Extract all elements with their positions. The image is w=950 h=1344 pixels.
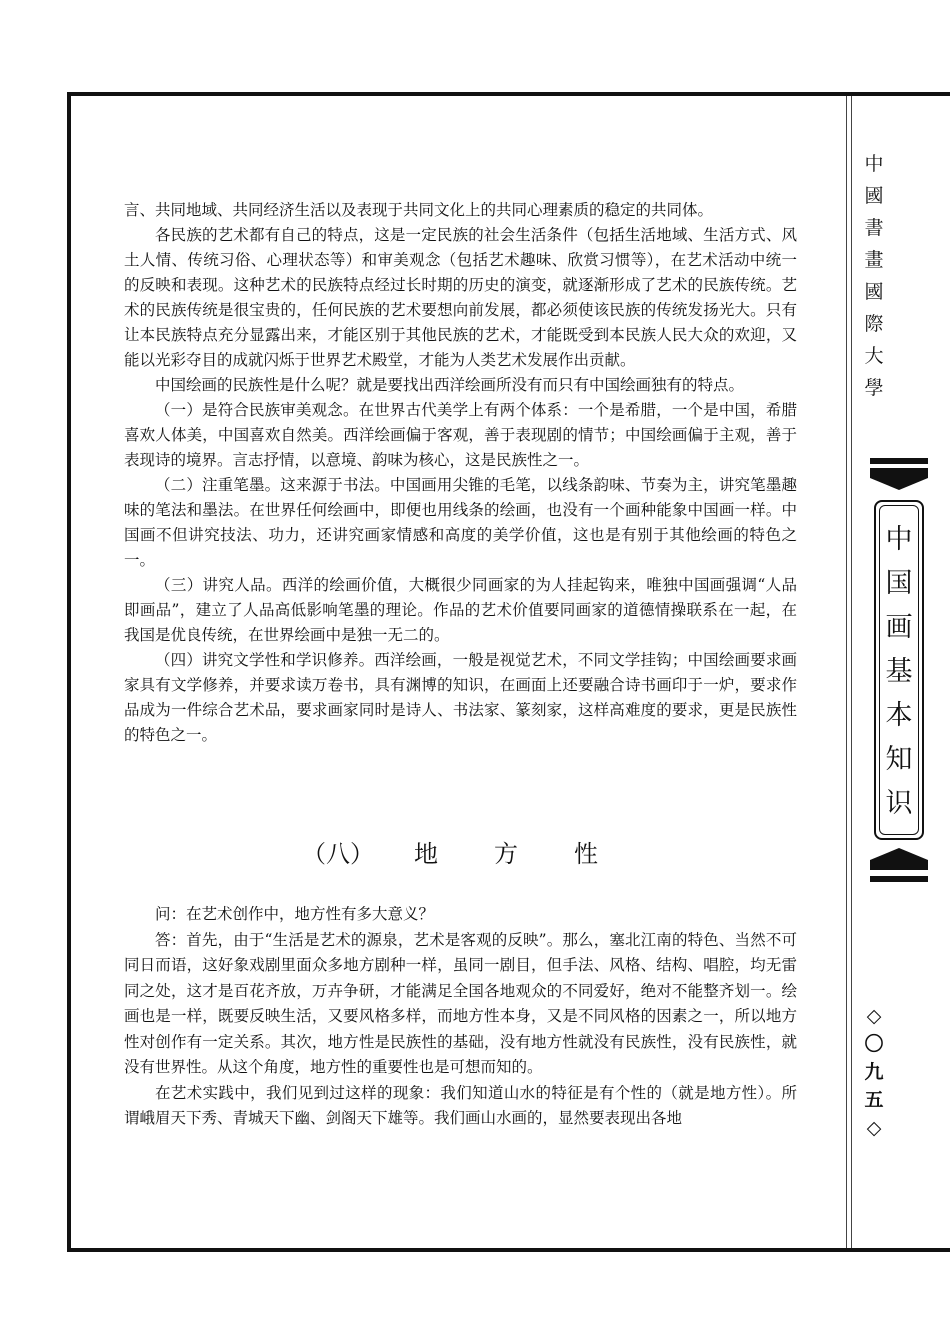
body-text — [124, 198, 797, 748]
answer: 答：首先，由于“生活是艺术的源泉，艺术是客观的反映”。那么，塞北江南的特色、当然不可同日而语，这好象戏剧里面众多地方剧种一样，虽同一剧目，但手法、风格、结构、唱腔，均无雷同之处，这才是百花齐放，万卉争研，才能满足全国各地观众的不同爱好，绝对不能整齐划一。绘画也是一样，既要反映生活，又要风格多样，而地方性本身，又是不同风格的因素之一，所以地方性对创作有一定关系。其次，地方性是民族性的基础，没有地方性就没有民族性，没有民族性，就没有世界性。从这个角度，地方性的重要性也是可想而知的。 — [124, 930, 797, 1076]
publisher-name: 中國書畫國際大學 — [864, 153, 884, 399]
ornament-bar-top — [870, 458, 928, 464]
sidebar-divider — [846, 96, 847, 1248]
section-heading — [124, 832, 724, 876]
section-title-char: 地 — [414, 840, 438, 868]
paragraph: 中国绘画的民族性是什么呢？就是要找出西洋绘画所没有而只有中国绘画独有的特点。 — [155, 376, 745, 394]
paragraph: （二）注重笔墨。这来源于书法。中国画用尖锥的毛笔，以线条韵味、节奏为主，讲究笔墨趣味的笔法和墨法。在世界任何绘画中，即便也用线条的绘画，也没有一个画种能象中国画一样。中国画不但讲究技法、功力，还讲究画家情感和高度的美学价值，这也是有别于其他绘画的特色之一。 — [124, 476, 797, 569]
page-number: ◇〇九五◇ — [864, 1005, 884, 1139]
closing-paragraph: 在艺术实践中，我们见到过这样的现象：我们知道山水的特征是有个性的（就是地方性）。所谓峨眉天下秀、青城天下幽、剑阁天下雄等。我们画山水画的，显然要表现出各地 — [124, 1083, 797, 1127]
ornament-cap-top-icon — [870, 468, 928, 490]
question: 问：在艺术创作中，地方性有多大意义？ — [155, 905, 435, 923]
sidebar-divider-inner — [851, 96, 852, 1248]
page-frame-top — [67, 92, 950, 96]
section-number: （八） — [302, 840, 374, 868]
paragraph: （三）讲究人品。西洋的绘画价值，大概很少同画家的为人挂起钩来，唯独中国画强调“人品即画品”，建立了人品高低影响笔墨的理论。作品的艺术价值要同画家的道德情操联系在一起，在我国是优良传统，在世界绘画中是独一无二的。 — [124, 576, 797, 644]
page-frame-bottom — [67, 1248, 950, 1252]
paragraph: （四）讲究文学性和学识修养。西洋绘画，一般是视觉艺术，不同文学挂钩；中国绘画要求画家具有文学修养，并要求读万卷书，具有渊博的知识，在画面上还要融合诗书画印于一炉，要求作品成为一件综合艺术品，要求画家同时是诗人、书法家、篆刻家，这样高难度的要求，更是民族性的特色之一。 — [124, 651, 797, 744]
ornament-bar-bottom — [870, 876, 928, 882]
paragraph: 言、共同地域、共同经济生活以及表现于共同文化上的共同心理素质的稳定的共同体。 — [124, 201, 714, 219]
paragraph: （一）是符合民族审美观念。在世界古代美学上有两个体系：一个是希腊，一个是中国，希腊喜欢人体美，中国喜欢自然美。西洋绘画偏于客观，善于表现剧的情节；中国绘画偏于主观，善于表现诗的境界。言志抒情，以意境、韵味为核心，这是民族性之一。 — [124, 401, 797, 469]
book-title: 中国画基本知识 — [885, 524, 913, 819]
qa-block — [124, 902, 797, 1132]
section-title-char: 方 — [494, 840, 518, 868]
section-title-char: 性 — [574, 840, 598, 868]
ornament-cap-bottom-icon — [870, 848, 928, 870]
page-frame-left — [67, 92, 71, 1252]
paragraph: 各民族的艺术都有自己的特点，这是一定民族的社会生活条件（包括生活地域、生活方式、风土人情、传统习俗、心理状态等）和审美观念（包括艺术趣味、欣赏习惯等），在艺术活动中统一的反映和表现。这种艺术的民族特点经过长时期的历史的演变，就逐渐形成了艺术的民族传统。艺术的民族传统是很宝贵的，任何民族的艺术要想向前发展，都必须使该民族的传统发扬光大。只有让本民族特点充分显露出来，才能区别于其他民族的艺术，才能既受到本民族人民大众的欢迎，又能以光彩夺目的成就闪烁于世界艺术殿堂，才能为人类艺术发展作出贡献。 — [124, 226, 797, 369]
